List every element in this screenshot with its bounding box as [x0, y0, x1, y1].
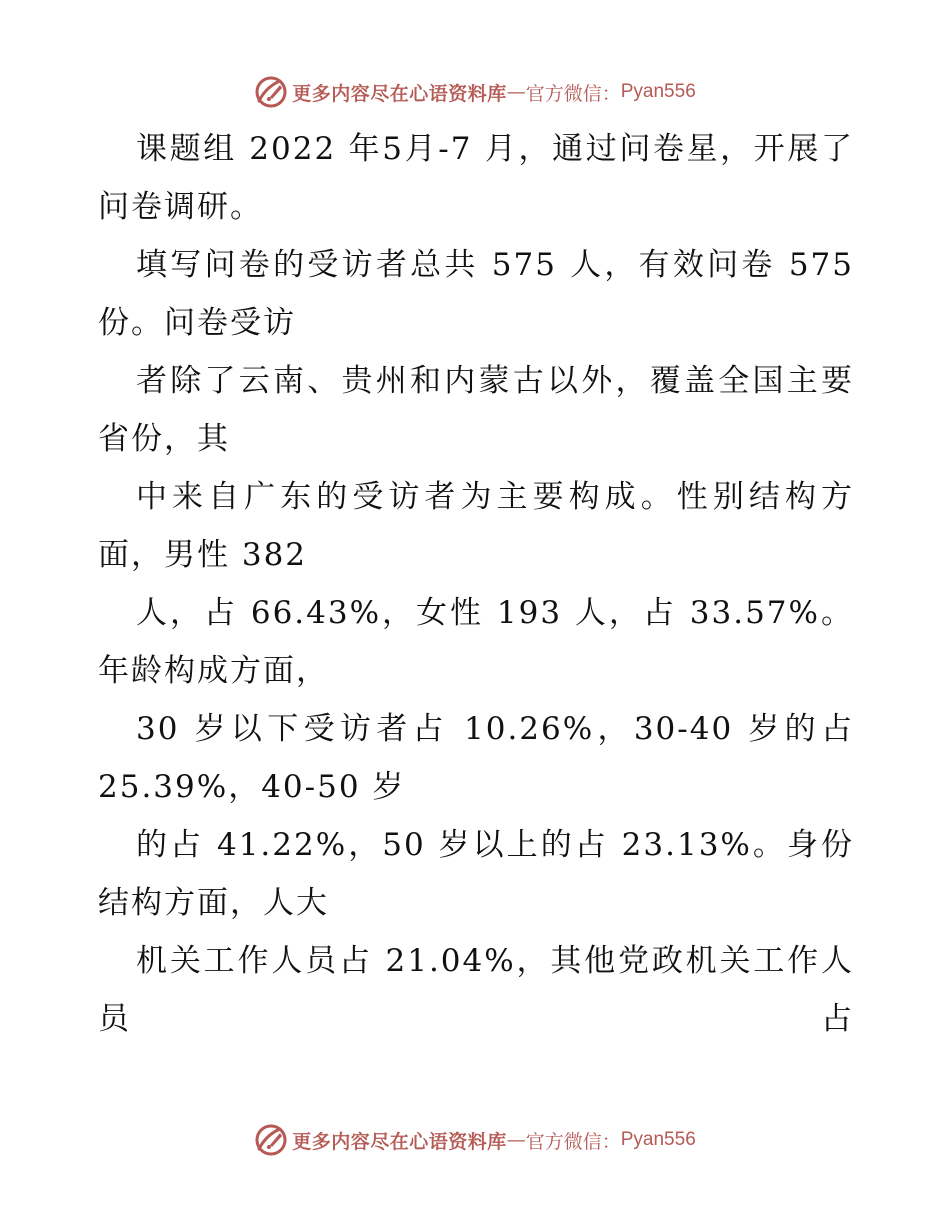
banner-text: 更多内容尽在心语资料库	[292, 82, 507, 105]
paragraph-3: 者除了云南、贵州和内蒙古以外，覆盖全国主要省份，其	[98, 363, 854, 457]
banner-dash: —	[506, 81, 526, 103]
paragraph-1: 课题组 2022 年5月-7 月，通过问卷星，开展了问卷调研。	[98, 131, 854, 225]
paragraph-2: 填写问卷的受访者总共 575 人，有效问卷 575 份。问卷受访	[98, 247, 854, 341]
ribbon-pen-logo-icon	[254, 1123, 288, 1157]
document-body	[98, 120, 854, 1048]
banner-wechat-label: 官方微信：	[525, 1130, 621, 1153]
ribbon-pen-logo-icon	[254, 75, 288, 109]
banner-text: 更多内容尽在心语资料库	[292, 1130, 507, 1153]
banner-wechat-id: Pyan556	[620, 81, 696, 102]
banner-wechat-id: Pyan556	[620, 1129, 696, 1150]
banner-wechat-label: 官方微信：	[525, 82, 621, 105]
paragraph-4: 中来自广东的受访者为主要构成。性别结构方面，男性 382	[98, 479, 854, 573]
paragraph-7: 的占 41.22%，50 岁以上的占 23.13%。身份结构方面，人大	[98, 827, 854, 921]
paragraph-6: 30 岁以下受访者占 10.26%，30-40 岁的占 25.39%，40-50 岁	[98, 711, 854, 805]
footer-banner	[0, 1118, 950, 1162]
paragraph-5: 人，占 66.43%，女性 193 人，占 33.57%。年龄构成方面，	[98, 595, 854, 689]
header-banner	[0, 70, 950, 114]
banner-dash: —	[506, 1129, 526, 1151]
paragraph-8: 机关工作人员占 21.04%，其他党政机关工作人员占	[98, 943, 854, 1037]
